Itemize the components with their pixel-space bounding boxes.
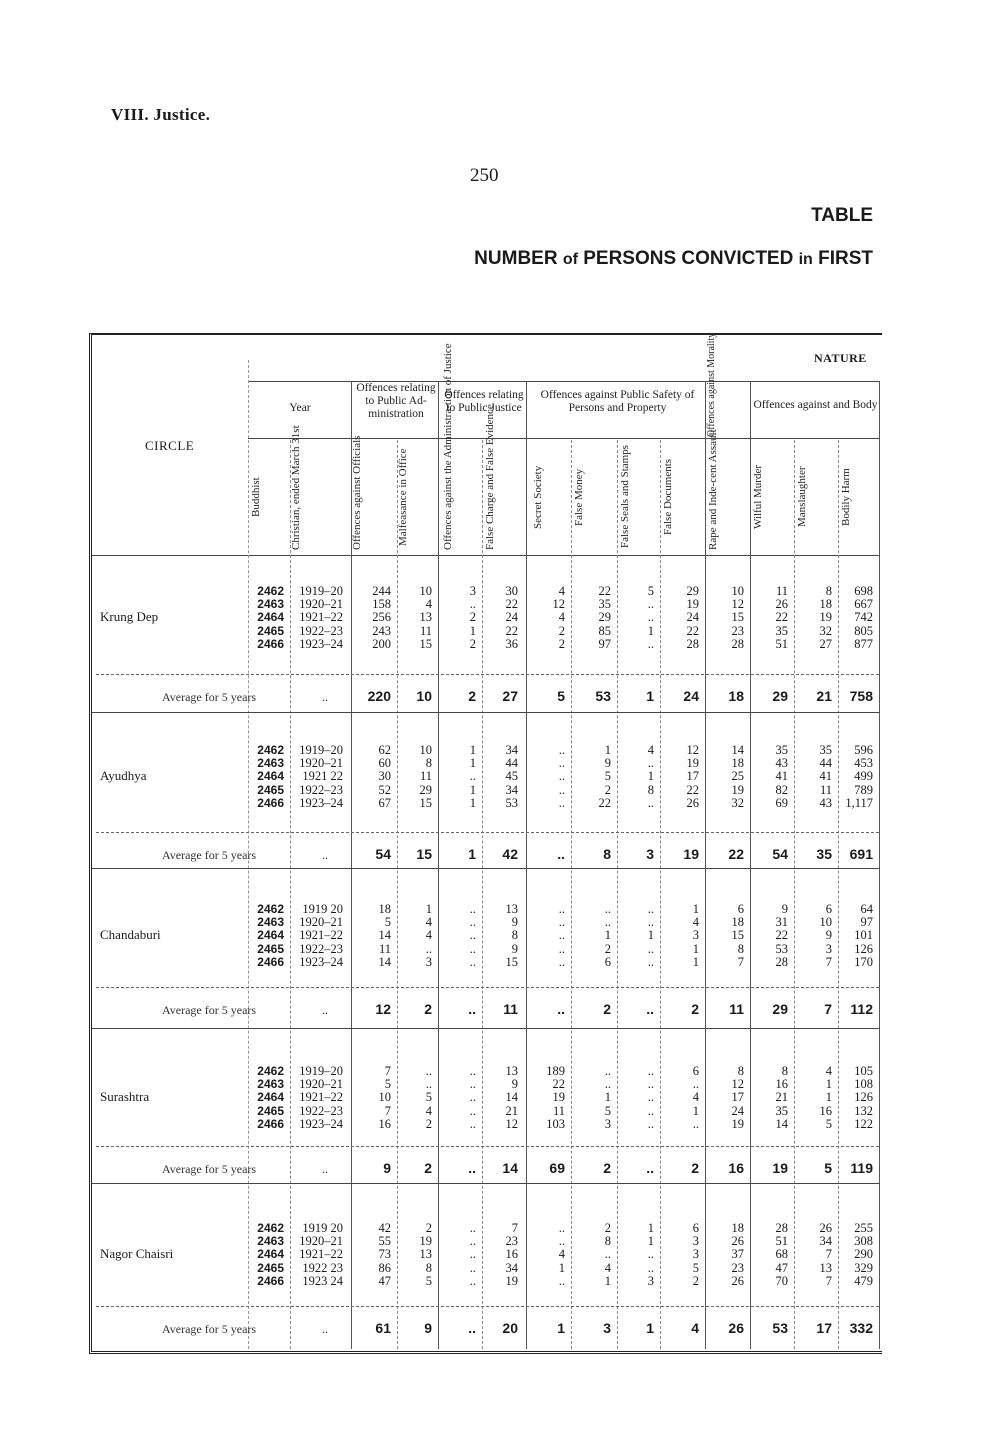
block-rule bbox=[92, 868, 879, 869]
average-cell-officials: 9 bbox=[383, 1160, 391, 1176]
average-cell-documents: 19 bbox=[683, 846, 699, 862]
average-cell-false_charge: 20 bbox=[502, 1320, 518, 1336]
col-divider-minor bbox=[290, 440, 291, 1349]
data-cell-money: 22 35 29 85 97 bbox=[598, 584, 611, 651]
data-cell-secret: .. .. 4 1 .. bbox=[558, 1221, 565, 1288]
average-rule bbox=[96, 987, 879, 988]
title-word-persons-convicted: PERSONS CONVICTED bbox=[583, 248, 794, 269]
average-label: Average for 5 years bbox=[162, 1322, 257, 1336]
group-public-safety: Offences against Public Safety of Persons and Property bbox=[540, 389, 695, 414]
average-cell-malfeasance: 9 bbox=[424, 1320, 432, 1336]
average-cell-manslaughter: 5 bbox=[824, 1160, 832, 1176]
data-cell-seals: 1 1 .. .. 3 bbox=[647, 1221, 654, 1288]
col-header-secret: Secret Society bbox=[532, 465, 544, 529]
data-cell-christian: 1919–20 1920–21 1921–22 1922–23 1923–24 bbox=[299, 1064, 343, 1131]
average-rule bbox=[96, 1146, 879, 1147]
col-divider-justice bbox=[526, 381, 527, 1349]
data-cell-documents: 1 4 3 1 1 bbox=[692, 902, 699, 969]
average-cell-harm: 112 bbox=[850, 1001, 873, 1017]
average-cell-harm: 332 bbox=[849, 1320, 873, 1336]
col-divider-admin bbox=[438, 381, 439, 1349]
average-cell-malfeasance: 2 bbox=[424, 1160, 432, 1176]
average-cell-officials: 220 bbox=[367, 688, 391, 704]
average-cell-secret: 1 bbox=[557, 1320, 565, 1336]
average-cell-manslaughter: 35 bbox=[816, 846, 832, 862]
data-cell-officials: 42 55 73 86 47 bbox=[378, 1221, 391, 1288]
average-cell-money: 8 bbox=[603, 846, 611, 862]
col-header-buddhist: Buddhist bbox=[250, 477, 262, 517]
average-cell-malfeasance: 10 bbox=[416, 688, 432, 704]
group-public-administration: Offences relating to Public Ad-ministration bbox=[356, 382, 436, 420]
average-cell-seals: 3 bbox=[646, 846, 654, 862]
block-rule bbox=[92, 1028, 879, 1029]
average-cell-manslaughter: 17 bbox=[816, 1320, 832, 1336]
data-cell-manslaughter: 26 34 7 13 7 bbox=[819, 1221, 832, 1288]
average-cell-documents: 2 bbox=[691, 1160, 699, 1176]
group-year: Year bbox=[289, 402, 311, 414]
col-header-christian: Christian, ended March 31st bbox=[290, 425, 302, 550]
data-cell-documents: 12 19 17 22 26 bbox=[686, 743, 699, 810]
data-cell-secret: .. .. .. .. .. bbox=[558, 743, 565, 810]
col-divider-safety bbox=[705, 381, 706, 1349]
data-cell-secret: 4 12 4 2 2 bbox=[552, 584, 565, 651]
data-cell-harm: 698 667 742 805 877 bbox=[854, 584, 873, 651]
data-cell-malfeasance: 2 19 13 8 5 bbox=[419, 1221, 432, 1288]
data-cell-money: 1 9 5 2 22 bbox=[598, 743, 611, 810]
average-rule bbox=[96, 832, 879, 833]
col-header-rape: Rape and Inde-cent Assault bbox=[707, 429, 719, 550]
data-cell-christian: 1919–20 1920–21 1921–22 1922–23 1923–24 bbox=[299, 584, 343, 651]
data-cell-seals: 4 .. 1 8 .. bbox=[647, 743, 654, 810]
data-cell-manslaughter: 35 44 41 11 43 bbox=[819, 743, 832, 810]
col-divider-minor bbox=[838, 440, 839, 1349]
col-header-officials: Offences against Officials bbox=[351, 435, 363, 550]
average-cell-seals: 1 bbox=[646, 688, 654, 704]
average-cell-harm: 119 bbox=[850, 1160, 873, 1176]
average-label: Average for 5 years bbox=[162, 1162, 257, 1176]
data-cell-manslaughter: 4 1 1 16 5 bbox=[819, 1064, 832, 1131]
average-cell-murder: 53 bbox=[772, 1320, 788, 1336]
average-cell-rape: 16 bbox=[728, 1160, 744, 1176]
data-cell-documents: 29 19 24 22 28 bbox=[686, 584, 699, 651]
data-cell-christian: 1919 20 1920–21 1921–22 1922 23 1923 24 bbox=[299, 1221, 343, 1288]
average-cell-murder: 29 bbox=[772, 688, 788, 704]
data-cell-harm: 596 453 499 789 1,117 bbox=[845, 743, 873, 810]
data-cell-administration: 1 1 .. 1 1 bbox=[469, 743, 476, 810]
circle-name: Chandaburi bbox=[100, 927, 161, 942]
data-cell-murder: 28 51 68 47 70 bbox=[775, 1221, 788, 1288]
data-cell-seals: .. .. .. .. .. bbox=[647, 1064, 654, 1131]
average-cell-officials: 12 bbox=[375, 1001, 391, 1017]
average-label: Average for 5 years bbox=[162, 1003, 257, 1017]
data-cell-documents: 6 3 3 5 2 bbox=[692, 1221, 699, 1288]
group-morality: Offences against Morality bbox=[706, 332, 717, 437]
average-cell-seals: 1 bbox=[646, 1320, 654, 1336]
col-divider-minor bbox=[397, 440, 398, 1349]
average-cell-administration: 1 bbox=[468, 846, 476, 862]
average-rule bbox=[96, 1306, 879, 1307]
data-cell-secret: .. .. .. .. .. bbox=[558, 902, 565, 969]
col-header-harm: Bodily Harm bbox=[840, 468, 852, 526]
average-cell-rape: 22 bbox=[728, 846, 744, 862]
col-divider-minor bbox=[660, 440, 661, 1349]
col-divider-minor bbox=[571, 440, 572, 1349]
block-rule bbox=[92, 1183, 879, 1184]
data-cell-administration: .. .. .. .. .. bbox=[469, 902, 476, 969]
data-cell-harm: 64 97 101 126 170 bbox=[854, 902, 873, 969]
average-marker: .. bbox=[322, 1162, 328, 1176]
block-rule bbox=[92, 712, 879, 713]
data-cell-money: .. .. 1 2 6 bbox=[604, 902, 611, 969]
col-header-false_charge: False Charge and False Evidence bbox=[484, 404, 496, 550]
title-word-first: FIRST bbox=[818, 248, 873, 269]
average-marker: .. bbox=[322, 848, 328, 862]
average-cell-false_charge: 42 bbox=[502, 846, 518, 862]
data-cell-malfeasance: 1 4 4 .. 3 bbox=[425, 902, 432, 969]
average-cell-administration: .. bbox=[468, 1160, 476, 1176]
average-cell-secret: 69 bbox=[549, 1160, 565, 1176]
header-bottom-rule bbox=[92, 555, 879, 556]
average-cell-manslaughter: 7 bbox=[824, 1001, 832, 1017]
data-cell-officials: 7 5 10 7 16 bbox=[378, 1064, 391, 1131]
average-cell-administration: .. bbox=[468, 1320, 476, 1336]
data-cell-money: .. .. 1 5 3 bbox=[604, 1064, 611, 1131]
data-cell-documents: 6 .. 4 1 .. bbox=[692, 1064, 699, 1131]
group-public-justice: Offences relating to Public Justice bbox=[444, 389, 524, 414]
section-heading: VIII. Justice. bbox=[111, 105, 211, 124]
average-cell-money: 2 bbox=[603, 1001, 611, 1017]
header-top-rule bbox=[248, 381, 879, 382]
average-cell-administration: .. bbox=[468, 1001, 476, 1017]
data-cell-buddhist: 2462 2463 2464 2465 2466 bbox=[257, 743, 284, 810]
data-cell-murder: 9 31 22 53 28 bbox=[775, 902, 788, 969]
average-cell-money: 2 bbox=[603, 1160, 611, 1176]
col-divider-minor bbox=[794, 440, 795, 1349]
circle-name: Nagor Chaisri bbox=[100, 1246, 174, 1261]
col-divider-minor bbox=[617, 440, 618, 1349]
data-cell-false_charge: 7 23 16 34 19 bbox=[505, 1221, 518, 1288]
data-cell-administration: 3 .. 2 1 2 bbox=[469, 584, 476, 651]
average-cell-officials: 61 bbox=[375, 1320, 391, 1336]
data-cell-seals: .. .. 1 .. .. bbox=[647, 902, 654, 969]
data-cell-harm: 105 108 126 132 122 bbox=[854, 1064, 873, 1131]
data-cell-murder: 8 16 21 35 14 bbox=[775, 1064, 788, 1131]
average-cell-harm: 758 bbox=[849, 688, 873, 704]
table-label: TABLE bbox=[811, 205, 873, 226]
average-cell-murder: 19 bbox=[772, 1160, 788, 1176]
title-word-number: NUMBER bbox=[474, 248, 558, 269]
data-cell-false_charge: 30 22 24 22 36 bbox=[505, 584, 518, 651]
average-cell-seals: .. bbox=[646, 1160, 654, 1176]
data-cell-manslaughter: 8 18 19 32 27 bbox=[819, 584, 832, 651]
data-cell-murder: 35 43 41 82 69 bbox=[775, 743, 788, 810]
group-person-body: Offences against and Body bbox=[753, 399, 878, 411]
average-cell-rape: 11 bbox=[729, 1001, 744, 1017]
col-divider-minor bbox=[482, 440, 483, 1349]
average-cell-malfeasance: 2 bbox=[424, 1001, 432, 1017]
average-cell-harm: 691 bbox=[849, 846, 873, 862]
col-header-money: False Money bbox=[573, 468, 585, 526]
average-cell-false_charge: 27 bbox=[502, 688, 518, 704]
circle-name: Surashtra bbox=[100, 1089, 150, 1104]
average-cell-documents: 24 bbox=[683, 688, 699, 704]
average-cell-false_charge: 11 bbox=[503, 1001, 518, 1017]
average-cell-money: 3 bbox=[603, 1320, 611, 1336]
average-cell-murder: 54 bbox=[772, 846, 788, 862]
col-divider-right bbox=[879, 381, 880, 1349]
data-cell-officials: 62 60 30 52 67 bbox=[378, 743, 391, 810]
col-header-murder: Wilful Murder bbox=[752, 465, 764, 530]
average-cell-murder: 29 bbox=[772, 1001, 788, 1017]
average-cell-secret: .. bbox=[557, 1001, 565, 1017]
average-label: Average for 5 years bbox=[162, 690, 257, 704]
col-header-manslaughter: Manslaughter bbox=[796, 466, 808, 528]
average-cell-secret: 5 bbox=[557, 688, 565, 704]
data-cell-officials: 18 5 14 11 14 bbox=[378, 902, 391, 969]
title-word-in: in bbox=[798, 251, 813, 268]
header-subrule bbox=[248, 438, 879, 439]
data-cell-malfeasance: .. .. 5 4 2 bbox=[425, 1064, 432, 1131]
average-marker: .. bbox=[322, 1003, 328, 1017]
average-cell-manslaughter: 21 bbox=[816, 688, 832, 704]
average-cell-false_charge: 14 bbox=[502, 1160, 518, 1176]
col-header-malfeasance: Malfeasance in Office bbox=[397, 448, 409, 546]
average-cell-money: 53 bbox=[595, 688, 611, 704]
average-marker: .. bbox=[322, 1322, 328, 1336]
average-label: Average for 5 years bbox=[162, 848, 257, 862]
average-cell-documents: 2 bbox=[691, 1001, 699, 1017]
circle-name: Ayudhya bbox=[100, 768, 147, 783]
average-rule bbox=[96, 674, 879, 675]
col-divider-morality bbox=[750, 381, 751, 1349]
col-header-seals: False Seals and Stamps bbox=[619, 445, 631, 549]
data-cell-rape: 14 18 25 19 32 bbox=[731, 743, 744, 810]
average-marker: .. bbox=[322, 690, 328, 704]
data-cell-administration: .. .. .. .. .. bbox=[469, 1221, 476, 1288]
data-cell-rape: 6 18 15 8 7 bbox=[731, 902, 744, 969]
average-cell-administration: 2 bbox=[468, 688, 476, 704]
nature-label: NATURE bbox=[814, 351, 867, 365]
data-cell-malfeasance: 10 4 13 11 15 bbox=[419, 584, 432, 651]
data-cell-seals: 5 .. .. 1 .. bbox=[647, 584, 654, 651]
average-cell-officials: 54 bbox=[375, 846, 391, 862]
data-cell-christian: 1919–20 1920–21 1921 22 1922–23 1923–24 bbox=[299, 743, 343, 810]
data-cell-rape: 10 12 15 23 28 bbox=[731, 584, 744, 651]
data-cell-administration: .. .. .. .. .. bbox=[469, 1064, 476, 1131]
data-cell-buddhist: 2462 2463 2464 2465 2466 bbox=[257, 902, 284, 969]
col-header-administration: Offences against the Administra-tion of Justice bbox=[442, 343, 454, 550]
data-cell-christian: 1919 20 1920–21 1921–22 1922–23 1923–24 bbox=[299, 902, 343, 969]
average-cell-rape: 26 bbox=[728, 1320, 744, 1336]
data-cell-malfeasance: 10 8 11 29 15 bbox=[419, 743, 432, 810]
data-cell-buddhist: 2462 2463 2464 2465 2466 bbox=[257, 584, 284, 651]
data-cell-rape: 18 26 37 23 26 bbox=[731, 1221, 744, 1288]
col-header-documents: False Documents bbox=[662, 458, 674, 536]
page-number: 250 bbox=[470, 165, 499, 186]
data-cell-murder: 11 26 22 35 51 bbox=[775, 584, 788, 651]
data-cell-false_charge: 13 9 8 9 15 bbox=[505, 902, 518, 969]
data-cell-rape: 8 12 17 24 19 bbox=[731, 1064, 744, 1131]
data-cell-manslaughter: 6 10 9 3 7 bbox=[819, 902, 832, 969]
data-cell-money: 2 8 .. 4 1 bbox=[604, 1221, 611, 1288]
average-cell-malfeasance: 15 bbox=[416, 846, 432, 862]
title-word-of: of bbox=[562, 251, 578, 268]
data-cell-secret: 189 22 19 11 103 bbox=[546, 1064, 565, 1131]
average-cell-secret: .. bbox=[557, 846, 565, 862]
circle-header: CIRCLE bbox=[145, 438, 195, 453]
data-cell-officials: 244 158 256 243 200 bbox=[372, 584, 391, 651]
average-cell-rape: 18 bbox=[728, 688, 744, 704]
data-cell-false_charge: 34 44 45 34 53 bbox=[505, 743, 518, 810]
data-cell-buddhist: 2462 2463 2464 2465 2466 bbox=[257, 1221, 284, 1288]
average-cell-seals: .. bbox=[646, 1001, 654, 1017]
data-cell-harm: 255 308 290 329 479 bbox=[854, 1221, 873, 1288]
average-cell-documents: 4 bbox=[691, 1320, 699, 1336]
data-cell-buddhist: 2462 2463 2464 2465 2466 bbox=[257, 1064, 284, 1131]
circle-name: Krung Dep bbox=[100, 609, 159, 624]
table-title bbox=[474, 248, 873, 270]
data-cell-false_charge: 13 9 14 21 12 bbox=[505, 1064, 518, 1131]
